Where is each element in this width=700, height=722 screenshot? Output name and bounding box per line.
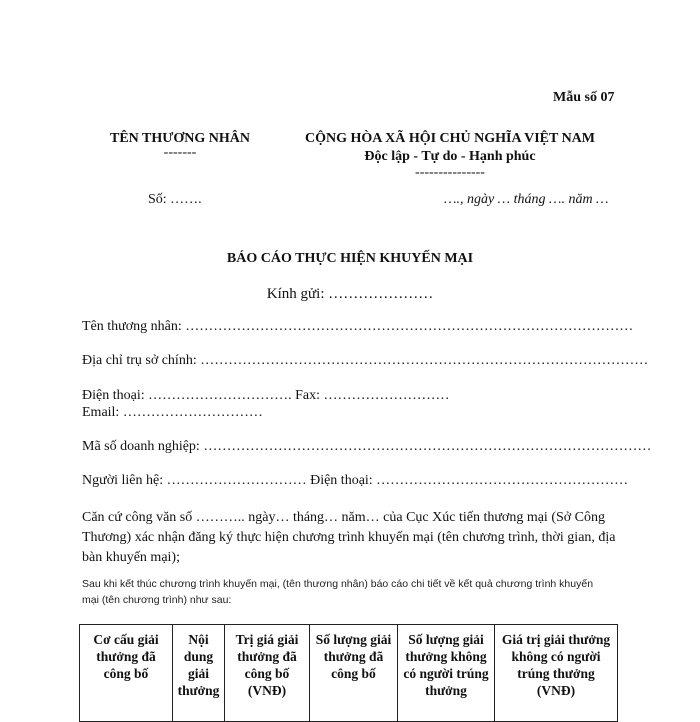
email-field: Email: ………………………… xyxy=(82,405,263,420)
merchant-name-field: Tên thương nhân: …………………………………………………………………………………… xyxy=(82,319,634,334)
contact-person-field: Người liên hệ: ………………………… Điện thoại: ……………………………………………… xyxy=(82,473,629,488)
merchant-name-heading: TÊN THƯƠNG NHÂN xyxy=(109,131,250,146)
table-header-row xyxy=(80,625,618,722)
phone-fax-field: Điện thoại: …………………………. Fax: ……………………… xyxy=(82,388,450,403)
table-header-cell: Nội dung giải thưởng xyxy=(173,625,225,722)
country-name: CỘNG HÒA XÃ HỘI CHỦ NGHĨA VIỆT NAM xyxy=(304,131,595,146)
form-number: Mẫu số 07 xyxy=(553,90,615,105)
merchant-dash: ------- xyxy=(163,145,197,160)
recipient-line: Kính gửi: ………………… xyxy=(266,286,434,302)
table-header-cell: Số lượng giải thưởng đã công bố xyxy=(310,625,398,722)
basis-paragraph: Căn cứ công văn số ……….. ngày… tháng… năm… của Cục Xúc tiến thương mại (Sở Công Thương) xác nhận đăng ký thực hiện chương trình khuyến mại (tên chương trình, thời gian, địa bàn khuyến mại); xyxy=(82,510,616,565)
head-office-field: Địa chỉ trụ sở chính: …………………………………………………………………………………… xyxy=(82,353,649,368)
table-header-cell: Giá trị giải thưởng không có người trúng thưởng (VNĐ) xyxy=(495,625,618,722)
table-header-cell: Số lượng giải thưởng không có người trúng thưởng xyxy=(398,625,495,722)
report-intro: Sau khi kết thúc chương trình khuyến mại, (tên thương nhân) báo cáo chi tiết về kết quả chương trình khuyến mại (tên chương trình) như sau: xyxy=(82,578,594,606)
date-line: …., ngày … tháng …. năm … xyxy=(444,192,609,207)
results-table xyxy=(79,624,618,722)
document-number: Số: ……. xyxy=(148,192,202,207)
table-header-cell: Trị giá giải thưởng đã công bố (VNĐ) xyxy=(225,625,310,722)
enterprise-code-field: Mã số doanh nghiệp: …………………………………………………………………………………… xyxy=(82,439,652,454)
national-motto: Độc lập - Tự do - Hạnh phúc xyxy=(364,149,536,164)
table-header-cell: Cơ cấu giải thưởng đã công bố xyxy=(80,625,173,722)
motto-dash: --------------- xyxy=(415,165,485,180)
report-title: BÁO CÁO THỰC HIỆN KHUYẾN MẠI xyxy=(226,251,474,266)
